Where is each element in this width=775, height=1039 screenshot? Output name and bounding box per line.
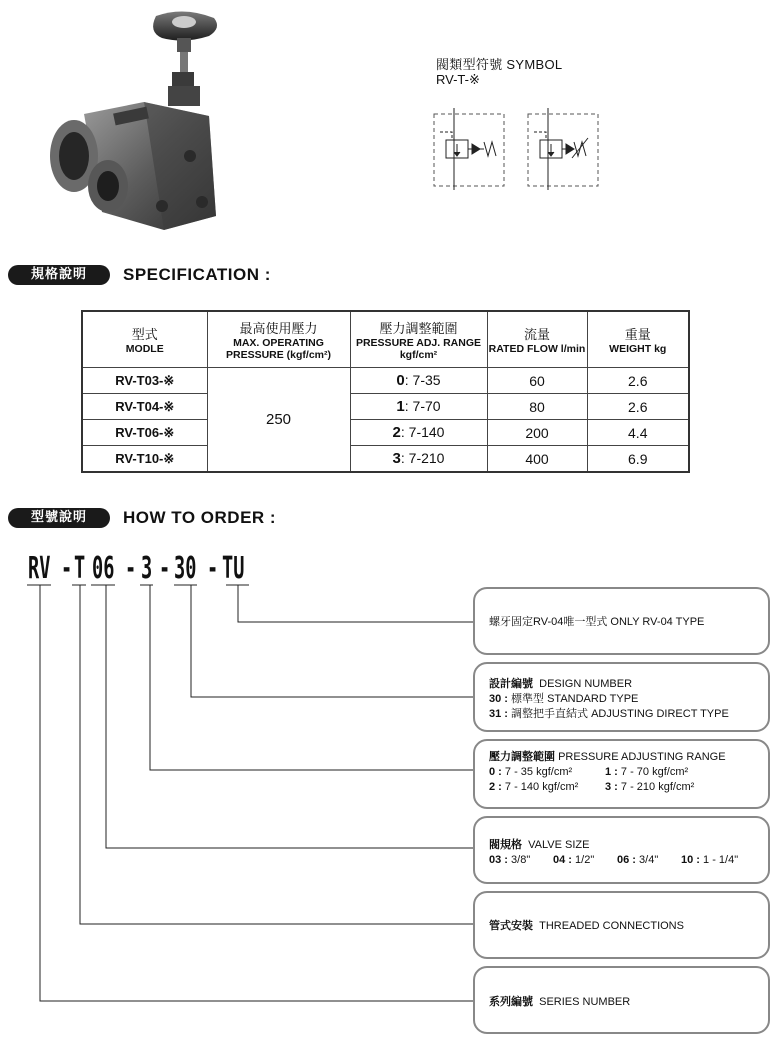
spec-flow: 80 xyxy=(487,394,587,420)
hydraulic-symbol-diagrams xyxy=(428,108,608,190)
spec-header-model: 型式 MODLE xyxy=(82,311,207,368)
order-code-t: T xyxy=(74,551,86,586)
spec-weight: 4.4 xyxy=(587,420,689,446)
specification-badge: 規格說明 xyxy=(8,265,110,285)
spec-flow: 200 xyxy=(487,420,587,446)
valve-product-image xyxy=(44,6,244,238)
spec-model: RV-T04-※ xyxy=(82,394,207,420)
table-row xyxy=(82,368,689,394)
valve-options-row xyxy=(489,853,754,868)
order-badge: 型號說明 xyxy=(8,508,110,528)
spec-range: 3: 7-210 xyxy=(350,446,487,473)
design-option: 30 : 標準型 STANDARD TYPE xyxy=(489,693,639,705)
order-code-dash: - xyxy=(207,551,219,586)
order-code-dash: - xyxy=(159,551,171,586)
pressure-options-row xyxy=(489,780,754,795)
spec-range: 0: 7-35 xyxy=(350,368,487,394)
order-box-pressure xyxy=(473,739,770,809)
table-row xyxy=(82,446,689,473)
order-title: HOW TO ORDER : xyxy=(123,508,277,527)
table-row xyxy=(82,394,689,420)
order-connector-lines xyxy=(0,580,480,1010)
spec-header-row xyxy=(82,311,689,368)
order-code-dash: - xyxy=(125,551,137,586)
order-box-tu xyxy=(473,587,770,655)
valve-title: 閥規格 VALVE SIZE xyxy=(489,839,590,851)
spec-header-range: 壓力調整範圍 PRESSURE ADJ. RANGE kgf/cm² xyxy=(350,311,487,368)
spec-model: RV-T10-※ xyxy=(82,446,207,473)
order-code-design: 30 xyxy=(174,551,197,586)
order-box-design xyxy=(473,662,770,732)
order-box-series xyxy=(473,966,770,1034)
order-box-threaded xyxy=(473,891,770,959)
specification-table xyxy=(81,310,690,473)
spec-range: 2: 7-140 xyxy=(350,420,487,446)
pressure-option: 1 : 7 - 70 kgf/cm² xyxy=(605,766,689,778)
order-code-pressure: 3 xyxy=(141,551,153,586)
threaded-title: 管式安裝 THREADED CONNECTIONS xyxy=(489,920,684,932)
symbol-title: 閥類型符號 SYMBOL xyxy=(436,57,563,72)
valve-option: 06 : 3/4" xyxy=(617,854,659,866)
valve-option: 04 : 1/2" xyxy=(553,854,595,866)
spec-max-pressure: 250 xyxy=(207,368,350,473)
spec-model: RV-T06-※ xyxy=(82,420,207,446)
pressure-options-row xyxy=(489,765,754,780)
spec-weight: 6.9 xyxy=(587,446,689,473)
series-title: 系列編號 SERIES NUMBER xyxy=(489,996,631,1008)
pressure-option: 3 : 7 - 210 kgf/cm² xyxy=(605,781,695,793)
spec-header-pressure: 最高使用壓力 MAX. OPERATING PRESSURE (kgf/cm²) xyxy=(207,311,350,368)
spec-flow: 60 xyxy=(487,368,587,394)
order-code-size: 06 xyxy=(92,551,115,586)
hydraulic-symbol-2 xyxy=(528,108,598,190)
spec-weight: 2.6 xyxy=(587,368,689,394)
spec-range: 1: 7-70 xyxy=(350,394,487,420)
spec-weight: 2.6 xyxy=(587,394,689,420)
valve-option: 03 : 3/8" xyxy=(489,854,531,866)
hydraulic-symbol-1 xyxy=(434,108,504,190)
design-option: 31 : 調整把手直結式 ADJUSTING DIRECT TYPE xyxy=(489,708,729,720)
symbol-model: RV-T-※ xyxy=(436,72,480,87)
design-title: 設計編號 DESIGN NUMBER xyxy=(489,678,633,690)
valve-option: 10 : 1 - 1/4" xyxy=(681,854,739,866)
spec-header-weight: 重量 WEIGHT kg xyxy=(587,311,689,368)
tu-description: 螺牙固定RV-04唯一型式 ONLY RV-04 TYPE xyxy=(489,616,705,628)
order-code-rv: RV xyxy=(28,551,51,586)
pressure-option: 2 : 7 - 140 kgf/cm² xyxy=(489,781,579,793)
spec-model: RV-T03-※ xyxy=(82,368,207,394)
specification-title: SPECIFICATION : xyxy=(123,265,271,284)
pressure-title: 壓力調整範圍 PRESSURE ADJUSTING RANGE xyxy=(489,751,726,763)
spec-header-flow: 流量 RATED FLOW l/min xyxy=(487,311,587,368)
order-box-valve-size xyxy=(473,816,770,884)
order-code-tu: TU xyxy=(222,551,245,586)
spec-flow: 400 xyxy=(487,446,587,473)
pressure-option: 0 : 7 - 35 kgf/cm² xyxy=(489,766,573,778)
table-row xyxy=(82,420,689,446)
order-code-dash: - xyxy=(61,551,73,586)
